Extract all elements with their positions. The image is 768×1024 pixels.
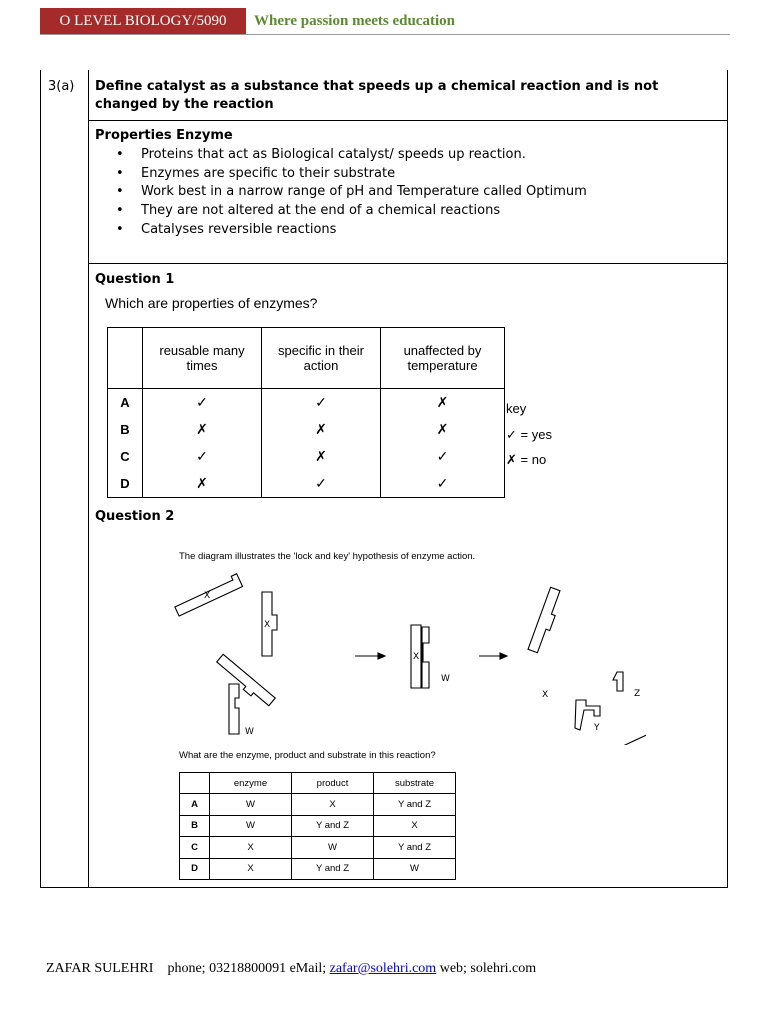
footer — [46, 961, 536, 977]
web-text: web; solehri.com — [439, 961, 537, 976]
arrow-head — [378, 653, 385, 659]
table-cell: ✗ — [262, 416, 381, 443]
enzyme-w-vertical — [229, 684, 239, 734]
complex-w — [422, 627, 429, 688]
question-2-label: Question 2 — [95, 509, 175, 524]
table-row — [108, 443, 505, 470]
key-title: key — [506, 401, 527, 416]
table-cell: X — [374, 815, 456, 836]
row-label: C — [180, 837, 210, 858]
table-cell: ✗ — [143, 416, 262, 443]
phone-text: phone; 03218800091 — [167, 961, 287, 976]
email-label: eMail; — [289, 961, 327, 976]
arrow-head — [500, 653, 507, 659]
diagram-label-z: Z — [634, 689, 641, 699]
diagram-label-w: W — [441, 674, 450, 684]
table-row — [108, 470, 505, 498]
table-row — [180, 858, 456, 879]
enzyme-w-diagonal — [214, 654, 275, 708]
diagram-label-x: X — [264, 620, 271, 630]
row-label: D — [180, 858, 210, 879]
table-cell: X — [210, 858, 292, 879]
table-cell: W — [210, 794, 292, 815]
table-cell: ✓ — [143, 389, 262, 417]
table-row — [108, 416, 505, 443]
row-label: A — [180, 794, 210, 815]
column-header: substrate — [374, 773, 456, 794]
definition-text: Define catalyst as a substance that speeds up a chemical reaction and is not changed by the reaction — [95, 79, 659, 112]
table-cell: ✓ — [262, 470, 381, 498]
table-cell: W — [210, 815, 292, 836]
header-divider — [40, 34, 730, 35]
table-cell: ✓ — [381, 443, 505, 470]
row-label: B — [108, 416, 143, 443]
answer-key — [506, 396, 552, 473]
properties-title: Properties Enzyme — [95, 128, 233, 143]
lock-and-key-diagram — [166, 570, 646, 745]
column-header: specific in their action — [262, 328, 381, 389]
table-row — [108, 389, 505, 417]
list-item: • Enzymes are specific to their substrate — [95, 165, 587, 184]
table-corner — [180, 773, 210, 794]
table-cell: X — [292, 794, 374, 815]
enzyme-w-product — [597, 735, 646, 745]
enzyme-properties-table — [107, 327, 505, 498]
table-cell: Y and Z — [374, 837, 456, 858]
table-cell: Y and Z — [292, 858, 374, 879]
question-1-label: Question 1 — [95, 272, 175, 287]
question-2-prompt: What are the enzyme, product and substrate in this reaction? — [179, 750, 436, 761]
table-cell: ✓ — [262, 389, 381, 417]
row-label: C — [108, 443, 143, 470]
diagram-label-x: X — [204, 591, 211, 601]
enzyme-x-product — [528, 587, 564, 654]
table-row — [180, 794, 456, 815]
diagram-label-x: X — [542, 690, 549, 700]
table-cell: Y and Z — [374, 794, 456, 815]
enzyme-product-table — [179, 772, 456, 880]
tagline: Where passion meets education — [254, 13, 455, 29]
row-label: A — [108, 389, 143, 417]
column-divider — [88, 70, 89, 887]
key-yes: ✓ = yes — [506, 426, 552, 442]
table-cell: W — [374, 858, 456, 879]
table-cell: ✓ — [381, 470, 505, 498]
table-header-row — [180, 773, 456, 794]
product-z-shape — [613, 672, 623, 691]
column-header: reusable many times — [143, 328, 262, 389]
author-name: ZAFAR SULEHRI — [46, 961, 154, 976]
diagram-label-y: Y — [594, 723, 600, 733]
table-header-row — [108, 328, 505, 389]
diagram-caption: The diagram illustrates the 'lock and key' hypothesis of enzyme action. — [179, 551, 476, 562]
table-cell: Y and Z — [292, 815, 374, 836]
list-item: • Proteins that act as Biological catalyst/ speeds up reaction. — [95, 146, 587, 165]
question-number: 3(a) — [48, 79, 75, 94]
column-header: product — [292, 773, 374, 794]
table-corner — [108, 328, 143, 389]
list-item: • They are not altered at the end of a chemical reactions — [95, 202, 587, 221]
row-label: D — [108, 470, 143, 498]
key-no: ✗ = no — [506, 452, 547, 467]
row-divider — [88, 263, 727, 264]
course-title: O LEVEL BIOLOGY/5090 — [40, 8, 246, 34]
table-row — [180, 815, 456, 836]
table-cell: W — [292, 837, 374, 858]
table-row — [180, 837, 456, 858]
diagram-label-x: X — [413, 652, 420, 662]
table-cell: ✗ — [262, 443, 381, 470]
column-header: enzyme — [210, 773, 292, 794]
email-link[interactable]: zafar@solehri.com — [329, 961, 437, 976]
properties-list — [95, 146, 587, 239]
row-label: B — [180, 815, 210, 836]
column-header: unaffected by temperature — [381, 328, 505, 389]
question-box — [40, 70, 728, 888]
question-1-prompt: Which are properties of enzymes? — [105, 295, 318, 311]
table-cell: ✗ — [381, 416, 505, 443]
row-divider — [88, 120, 727, 121]
table-cell: X — [210, 837, 292, 858]
diagram-label-w: W — [245, 727, 254, 737]
table-cell: ✓ — [143, 443, 262, 470]
table-cell: ✗ — [381, 389, 505, 417]
table-cell: ✗ — [143, 470, 262, 498]
list-item: • Work best in a narrow range of pH and Temperature called Optimum — [95, 183, 587, 202]
list-item: • Catalyses reversible reactions — [95, 221, 587, 240]
